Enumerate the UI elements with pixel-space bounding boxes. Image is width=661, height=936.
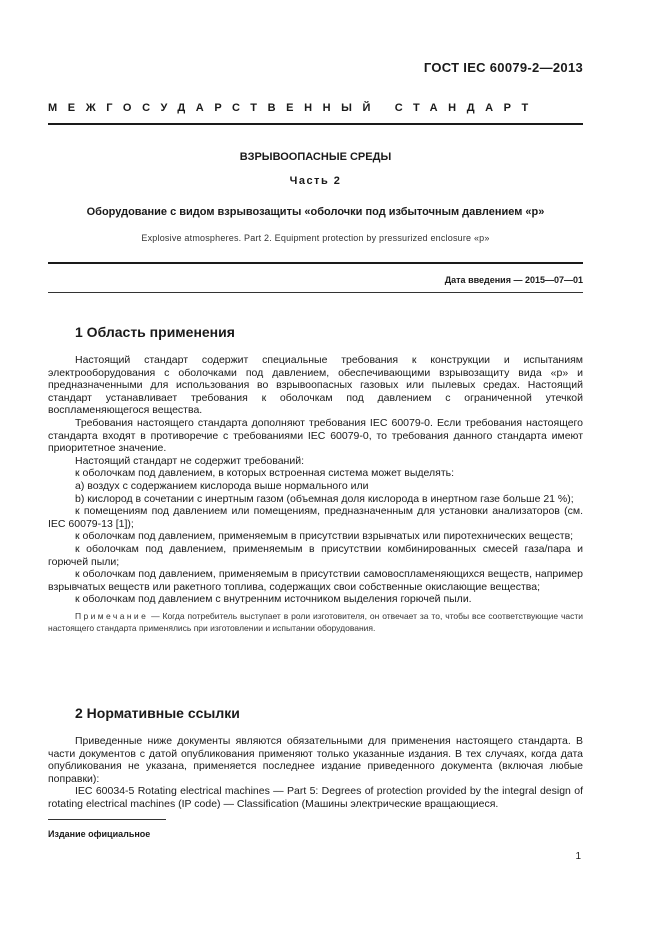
paragraph: Приведенные ниже документы являются обязательными для применения настоящего стандарта. В части документов с датой опубликования применяют только указанные издания. В тех случаях, когда дата опубликования не указана, применяется последнее издание приведенного документа (включая любые поправки): <box>48 735 583 785</box>
note-label: Примечание <box>75 610 149 621</box>
paragraph: к оболочкам под давлением, применяемым в присутствии комбинированных смесей газа/пара и горючей пыли; <box>48 542 583 568</box>
introduction-date: Дата введения — 2015—07—01 <box>444 275 583 285</box>
list-item: b) кислород в сочетании с инертным газом (объемная доля кислорода в инертном газе больше 21 %); <box>75 492 574 505</box>
edition-label: Издание официальное <box>48 829 151 839</box>
interstate-standard-label: МЕЖГОСУДАРСТВЕННЫЙ СТАНДАРТ <box>48 102 539 114</box>
date-rule <box>48 292 583 293</box>
title-subtitle: Оборудование с видом взрывозащиты «оболочки под избыточным давлением «р» <box>86 206 545 218</box>
paragraph: Настоящий стандарт не содержит требований: <box>75 454 304 467</box>
title-main: ВЗРЫВООПАСНЫЕ СРЕДЫ <box>239 151 392 163</box>
paragraph: Настоящий стандарт содержит специальные требования к конструкции и испытаниям электрооборудования с оболочками под давлением, обеспечивающими взрывозащиту вида «р» и предназначенными для использования во взрывоопасных газовых или пылевых средах. Настоящий стандарт устанавливает требования к оболочкам под давлением с ограниченной утечкой воспламеняющегося вещества. <box>48 354 583 417</box>
section-1-heading: 1 Область применения <box>75 324 235 340</box>
header-rule <box>48 123 583 125</box>
paragraph: к оболочкам под давлением, применяемым в присутствии взрывчатых или пиротехнических веществ; <box>75 530 574 543</box>
section-2-heading: 2 Нормативные ссылки <box>75 705 240 721</box>
paragraph: к помещениям под давлением или помещениям, предназначенным для установки анализаторов (см. IEC 60079-13 [1]); <box>48 505 583 530</box>
note-text: — Когда потребитель выступает в роли изготовителя, он отвечает за то, чтобы все соответствующие части настоящего стандарта применялись при изготовлении и испытании оборудования. <box>48 610 583 634</box>
paragraph: Требования настоящего стандарта дополняют требования IEC 60079-0. Если требования настоящего стандарта входят в противоречие с требованиями IEC 60079-0, то требования данного стандарта имеют приоритетное значение. <box>48 416 583 455</box>
title-rule <box>48 262 583 264</box>
section-1-body <box>48 354 583 635</box>
paragraph: к оболочкам под давлением с внутренним источником выделения горючей пыли. <box>75 593 472 606</box>
paragraph: к оболочкам под давлением, применяемым в присутствии самовоспламеняющихся веществ, например взрывчатых веществ или ракетного топлива, содержащих свои собственные окислающие вещества; <box>48 568 583 593</box>
list-item: а) воздух с содержанием кислорода выше нормального или <box>75 479 369 492</box>
section-2-body <box>48 735 583 811</box>
note <box>48 610 583 635</box>
title-english: Explosive atmospheres. Part 2. Equipment protection by pressurized enclosure «p» <box>141 233 490 243</box>
page-number: 1 <box>575 851 581 862</box>
title-part: Часть 2 <box>289 175 342 187</box>
paragraph: к оболочкам под давлением, в которых встроенная система может выделять: <box>75 467 455 480</box>
paragraph: IEC 60034-5 Rotating electrical machines — Part 5: Degrees of protection provided by the integral design of rotating electrical machines (IP code) — Classification (Машины электрические вращающиеся. <box>48 785 583 810</box>
footer-rule <box>48 819 166 820</box>
document-id: ГОСТ IEC 60079-2—2013 <box>423 60 583 75</box>
